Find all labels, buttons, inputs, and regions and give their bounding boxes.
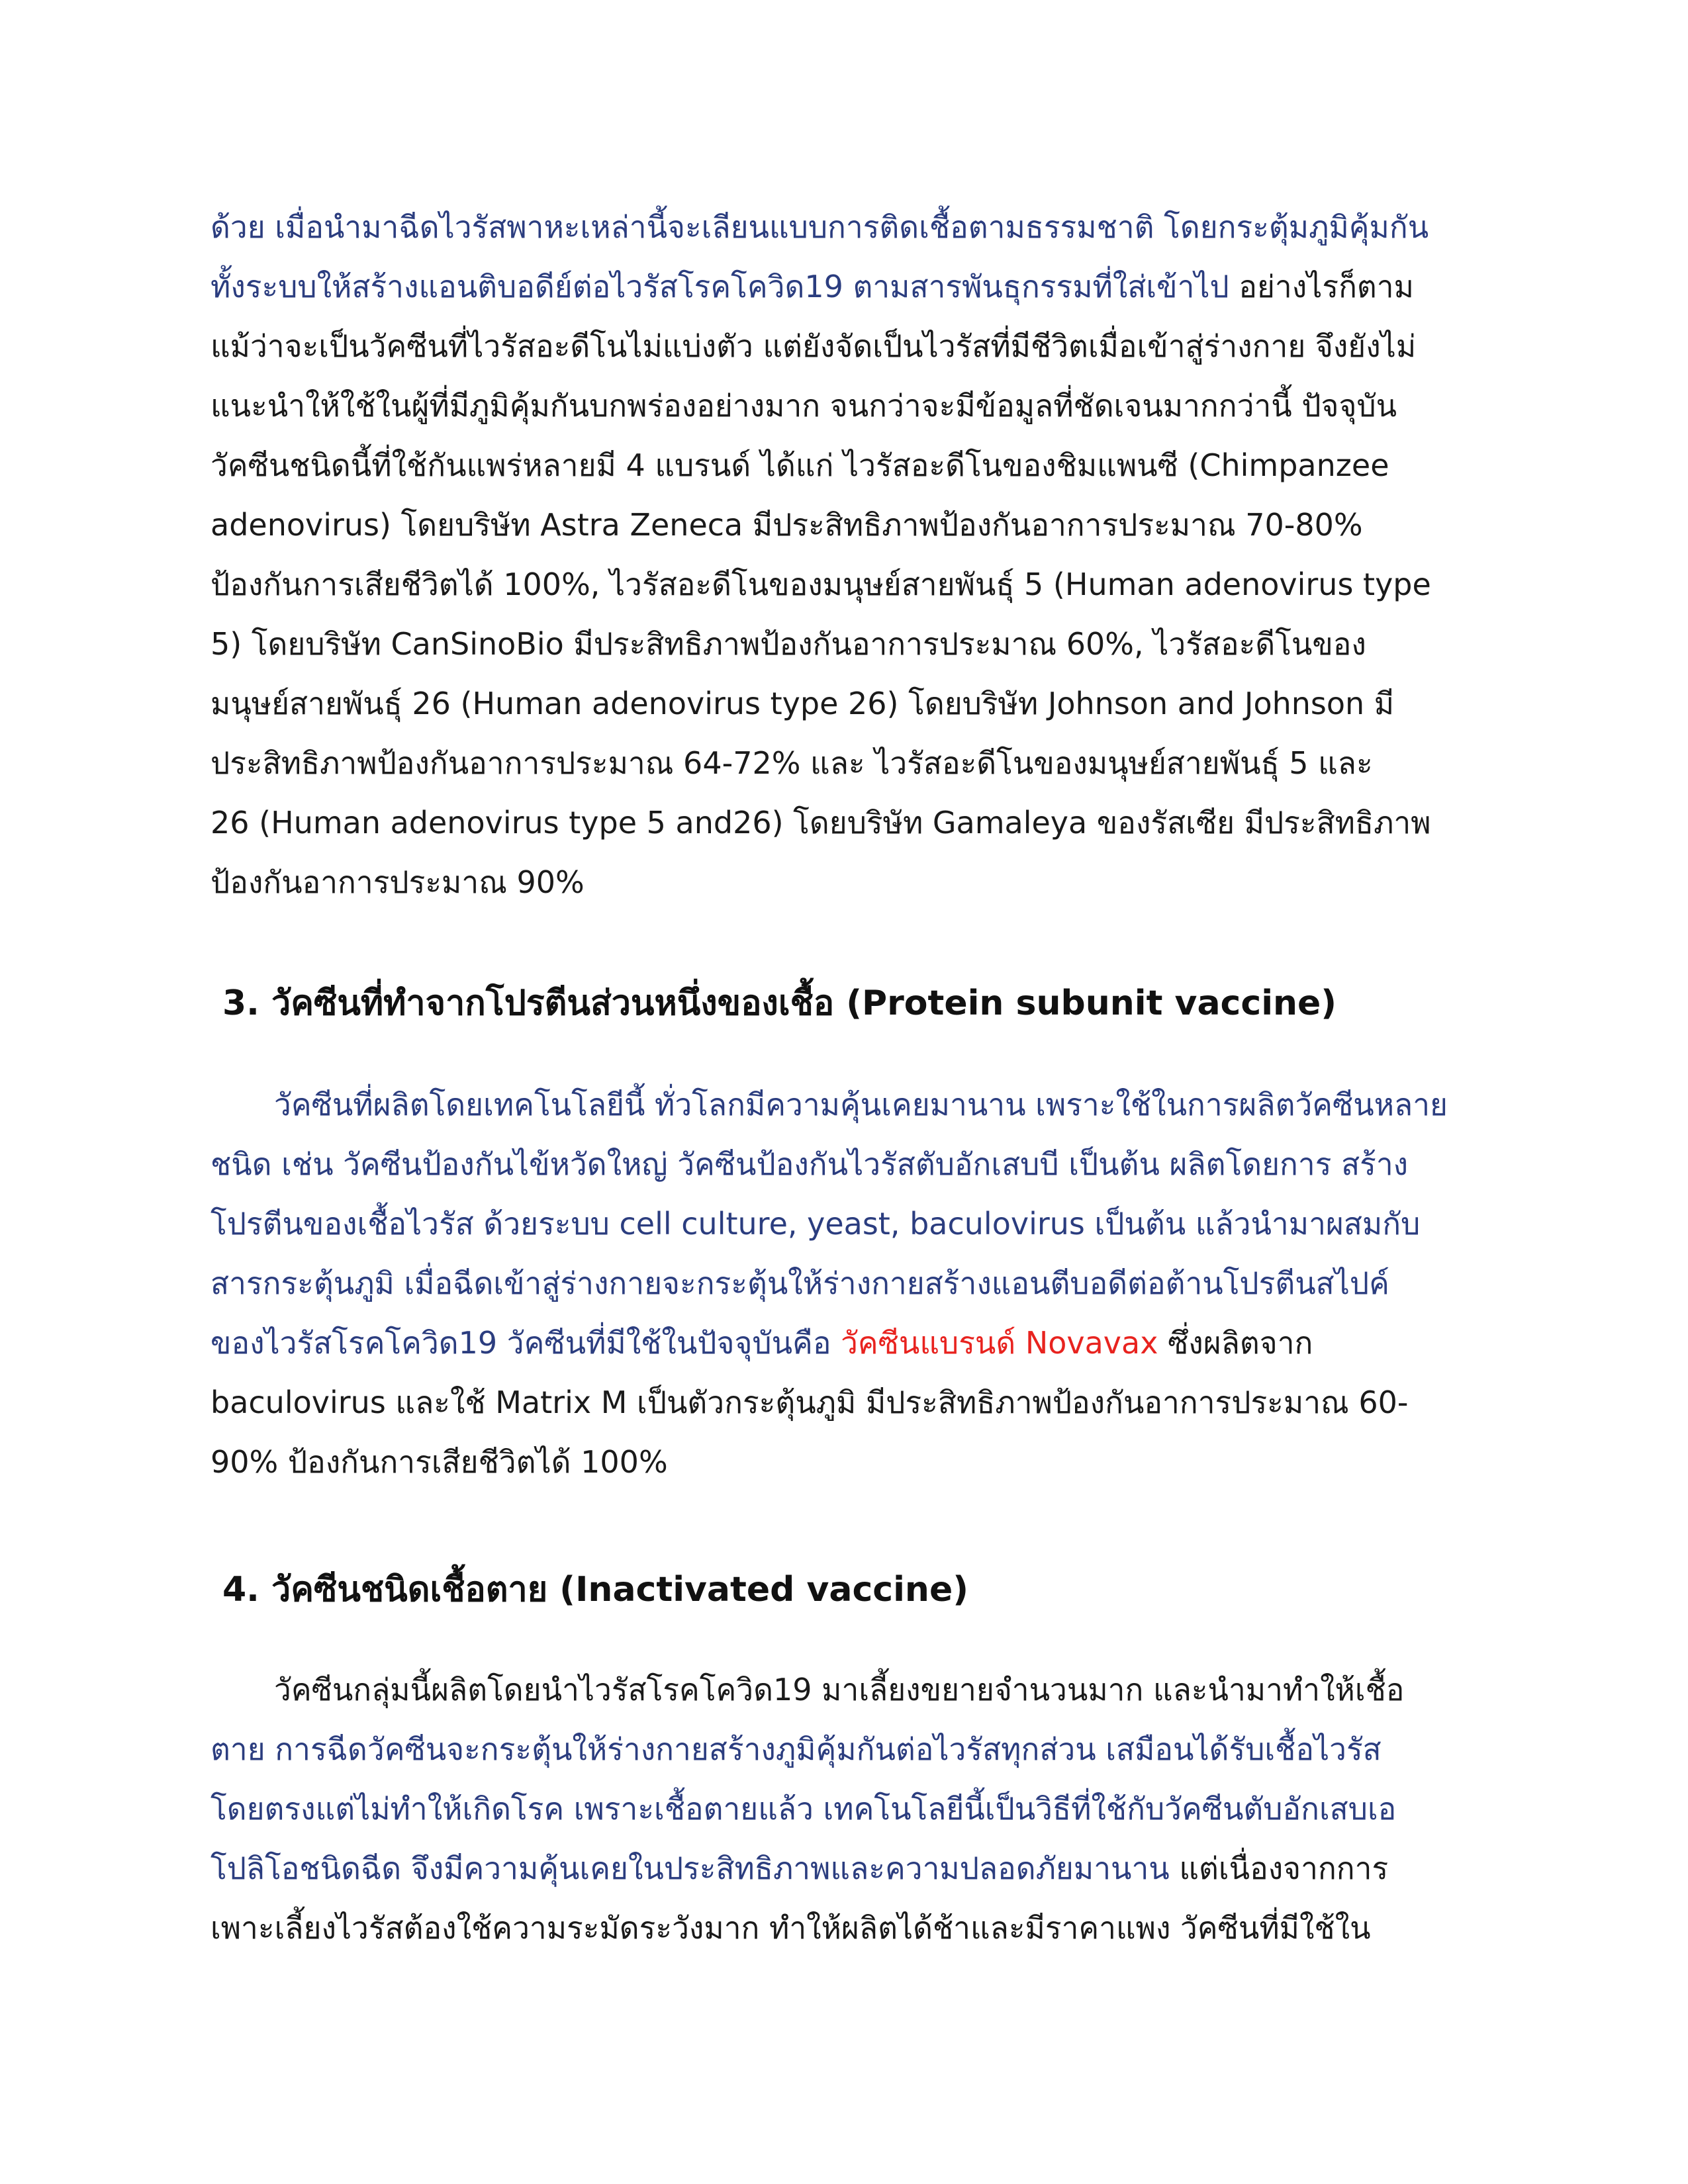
- text-span: แต่เนื่องจากการ: [1169, 1850, 1389, 1886]
- text-span: ทั้งระบบให้สร้างแอนติบอดีย์ต่อไวรัสโรคโควิด19 ตามสารพันธุกรรมที่ใส่เข้าไป: [211, 269, 1229, 304]
- paragraph-line: วัคซีนชนิดนี้ที่ใช้กันแพร่หลายมี 4 แบรนด์ ได้แก่ ไวรัสอะดีโนของชิมแพนซี (Chimpanzee: [211, 447, 1389, 483]
- paragraph-inactivated-vaccine: [211, 1660, 1481, 1958]
- section-heading-inactivated: 4. วัคซีนชนิดเชื้อตาย (Inactivated vaccine): [222, 1570, 968, 1610]
- paragraph-line: [211, 1313, 1481, 1373]
- paragraph-line: ประสิทธิภาพป้องกันอาการประมาณ 64-72% และ ไวรัสอะดีโนของมนุษย์สายพันธุ์ 5 และ: [211, 745, 1373, 781]
- paragraph-line: ตาย การฉีดวัคซีนจะกระตุ้นให้ร่างกายสร้างภูมิคุ้มกันต่อไวรัสทุกส่วน เสมือนได้รับเชื้อไวรัส: [211, 1731, 1382, 1767]
- paragraph-line: โดยตรงแต่ไม่ทำให้เกิดโรค เพราะเชื้อตายแล้ว เทคโนโลยีนี้เป็นวิธีที่ใช้กับวัคซีนตับอักเสบเอ: [211, 1791, 1397, 1827]
- highlighted-vaccine-brand: วัคซีนแบรนด์ Novavax: [841, 1325, 1158, 1361]
- paragraph-line: วัคซีนที่ผลิตโดยเทคโนโลยีนี้ ทั่วโลกมีความคุ้นเคยมานาน เพราะใช้ในการผลิตวัคซีนหลาย: [274, 1087, 1448, 1122]
- paragraph-line: 26 (Human adenovirus type 5 and26) โดยบริษัท Gamaleya ของรัสเซีย มีประสิทธิภาพ: [211, 805, 1431, 841]
- text-span: อย่างไรก็ตาม: [1229, 269, 1414, 304]
- paragraph-line: ป้องกันอาการประมาณ 90%: [211, 864, 585, 900]
- paragraph-line: มนุษย์สายพันธุ์ 26 (Human adenovirus type 26) โดยบริษัท Johnson and Johnson มี: [211, 686, 1395, 721]
- paragraph-line: โปรตีนของเชื้อไวรัส ด้วยระบบ cell culture, yeast, baculovirus เป็นต้น แล้วนำมาผสมกับ: [211, 1206, 1421, 1242]
- paragraph-line: 5) โดยบริษัท CanSinoBio มีประสิทธิภาพป้องกันอาการประมาณ 60%, ไวรัสอะดีโนของ: [211, 626, 1366, 662]
- paragraph-line: แนะนำให้ใช้ในผู้ที่มีภูมิคุ้มกันบกพร่องอย่างมาก จนกว่าจะมีข้อมูลที่ชัดเจนมากกว่านี้ ปัจจุบัน: [211, 388, 1397, 424]
- section-heading-protein-subunit: 3. วัคซีนที่ทำจากโปรตีนส่วนหนึ่งของเชื้อ (Protein subunit vaccine): [222, 983, 1337, 1023]
- paragraph-line: [211, 1839, 1481, 1898]
- paragraph-line: [211, 257, 1481, 316]
- paragraph-line: ป้องกันการเสียชีวิตได้ 100%, ไวรัสอะดีโนของมนุษย์สายพันธุ์ 5 (Human adenovirus type: [211, 567, 1431, 602]
- paragraph-line: baculovirus และใช้ Matrix M เป็นตัวกระตุ้นภูมิ มีประสิทธิภาพป้องกันอาการประมาณ 60-: [211, 1385, 1409, 1420]
- paragraph-line: เพาะเลี้ยงไวรัสต้องใช้ความระมัดระวังมาก ทำให้ผลิตได้ช้าและมีราคาแพง วัคซีนที่มีใช้ใน: [211, 1910, 1371, 1946]
- paragraph-adenovirus-vector: [211, 197, 1481, 912]
- text-span: ของไวรัสโรคโควิด19 วัคซีนที่มีใช้ในปัจจุบันคือ: [211, 1325, 841, 1361]
- paragraph-line: วัคซีนกลุ่มนี้ผลิตโดยนำไวรัสโรคโควิด19 มาเลี้ยงขยายจำนวนมาก และนำมาทำให้เชื้อ: [274, 1672, 1405, 1707]
- paragraph-line: ชนิด เช่น วัคซีนป้องกันไข้หวัดใหญ่ วัคซีนป้องกันไวรัสตับอักเสบบี เป็นต้น ผลิตโดยการ สร้าง: [211, 1146, 1409, 1182]
- text-span: ซึ่งผลิตจาก: [1158, 1325, 1313, 1361]
- paragraph-line: สารกระตุ้นภูมิ เมื่อฉีดเข้าสู่ร่างกายจะกระตุ้นให้ร่างกายสร้างแอนตีบอดีต่อต้านโปรตีนสไปค์: [211, 1265, 1389, 1301]
- paragraph-line: adenovirus) โดยบริษัท Astra Zeneca มีประสิทธิภาพป้องกันอาการประมาณ 70-80%: [211, 507, 1363, 543]
- paragraph-protein-subunit: [211, 1075, 1481, 1492]
- paragraph-line: ด้วย เมื่อนำมาฉีดไวรัสพาหะเหล่านี้จะเลียนแบบการติดเชื้อตามธรรมชาติ โดยกระตุ้มภูมิคุ้มกัน: [211, 209, 1429, 245]
- text-span: โปลิโอชนิดฉีด จึงมีความคุ้นเคยในประสิทธิภาพและความปลอดภัยมานาน: [211, 1850, 1170, 1886]
- paragraph-line: 90% ป้องกันการเสียชีวิตได้ 100%: [211, 1444, 668, 1480]
- paragraph-line: แม้ว่าจะเป็นวัคซีนที่ไวรัสอะดีโนไม่แบ่งตัว แต่ยังจัดเป็นไวรัสที่มีชีวิตเมื่อเข้าสู่ร่างกาย จึงยังไม่: [211, 328, 1417, 364]
